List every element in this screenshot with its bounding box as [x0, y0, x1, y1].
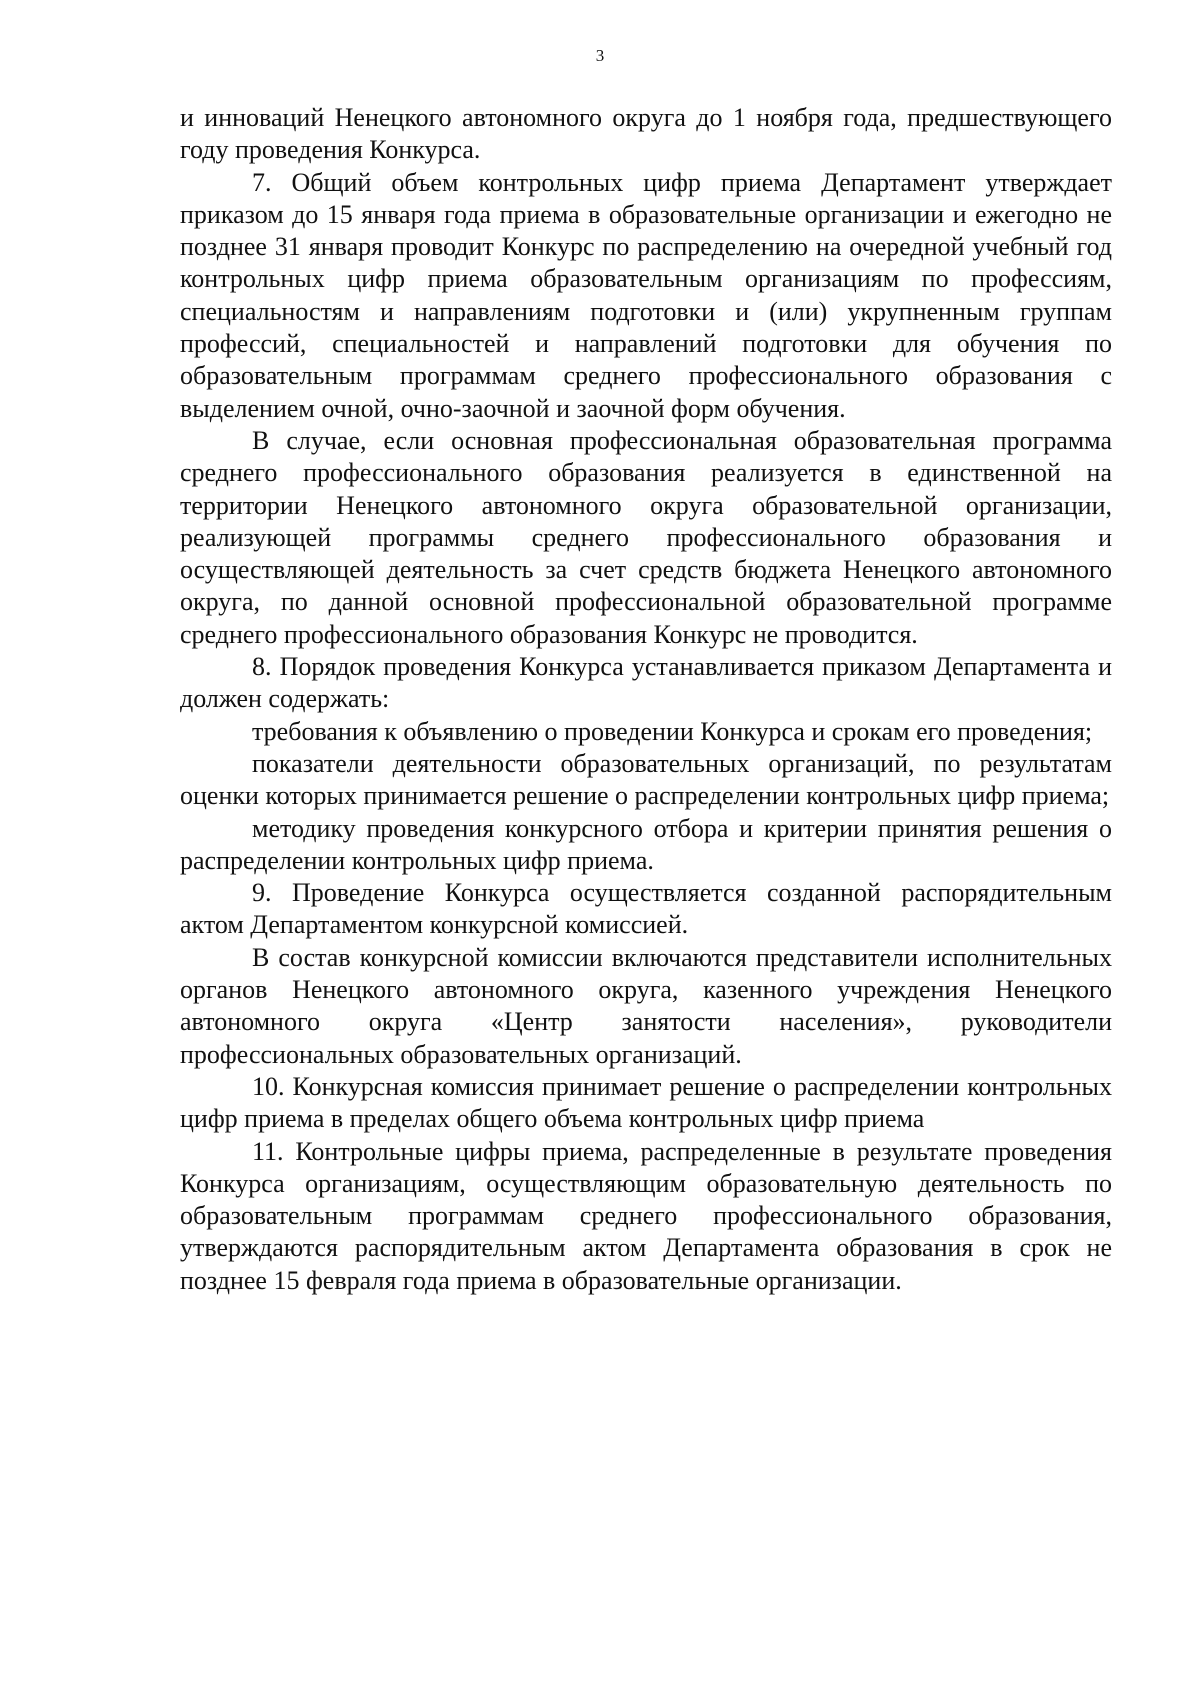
paragraph-requirement-announcement: требования к объявлению о проведении Конкурса и срокам его проведения; — [252, 716, 1093, 746]
paragraph-item-11: 11. Контрольные цифры приема, распределенные в результате проведения Конкурса организациям, осуществляющим образовательную деятельность по образовательным программам среднего профессионального образования, утверждаются распорядительным актом Департамента образования в срок не позднее 15 февраля года приема в образовательные организации. — [180, 1136, 1112, 1295]
paragraph-item-9: 9. Проведение Конкурса осуществляется созданной распорядительным актом Департаментом конкурсной комиссией. — [180, 878, 1112, 940]
paragraph-continuation: и инноваций Ненецкого автономного округа до 1 ноября года, предшествующего году проведения Конкурса. — [180, 103, 1112, 165]
paragraph-requirement-indicators: показатели деятельности образовательных организаций, по результатам оценки которых принимается решение о распределении контрольных цифр приема; — [180, 748, 1112, 811]
paragraph-item-8: 8. Порядок проведения Конкурса устанавливается приказом Департамента и должен содержать: — [180, 652, 1112, 714]
paragraph-commission-composition: В состав конкурсной комиссии включаются представители исполнительных органов Ненецкого автономного округа, казенного учреждения Ненецкого автономного округа «Центр занятости населения», руководители профессиональных образовательных организаций. — [180, 942, 1112, 1069]
paragraph-requirement-methodology: методику проведения конкурсного отбора и критерии принятия решения о распределении контрольных цифр приема. — [180, 813, 1112, 875]
page-number: 3 — [595, 46, 605, 65]
document-body — [180, 102, 1112, 1297]
paragraph-exception: В случае, если основная профессиональная образовательная программа среднего профессионального образования реализуется в единственной на территории Ненецкого автономного округа образовательной организации, реализующей программы среднего профессионального образования и осуществляющей деятельность за счет средств бюджета Ненецкого автономного округа, по данной основной профессиональной образовательной программе среднего профессионального образования Конкурс не проводится. — [180, 425, 1112, 649]
paragraph-item-10: 10. Конкурсная комиссия принимает решение о распределении контрольных цифр приема в пределах общего объема контрольных цифр приема — [180, 1071, 1112, 1134]
paragraph-item-7: 7. Общий объем контрольных цифр приема Департамент утверждает приказом до 15 января года приема в образовательные организации и ежегодно не позднее 31 января проводит Конкурс по распределению на очередной учебный год контрольных цифр приема образовательным организациям по профессиям, специальностям и направлениям подготовки и (или) укрупненным группам профессий, специальностей и направлений подготовки для обучения по образовательным программам среднего профессионального образования с выделением очной, очно-заочной и заочной форм обучения. — [180, 167, 1112, 423]
